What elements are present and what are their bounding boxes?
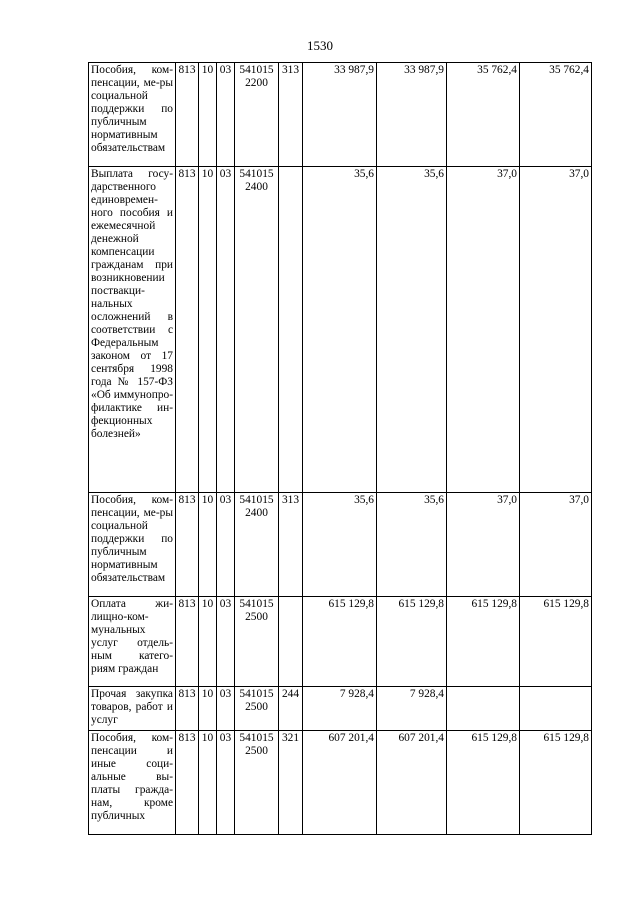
target-article-code: [235, 731, 279, 835]
expense-type-code: 244: [279, 687, 303, 731]
amount-3: 37,0: [447, 167, 520, 493]
amount-1: 33 987,9: [303, 63, 377, 167]
table-row: [89, 167, 592, 493]
ministry-code: 813: [176, 687, 199, 731]
target-article-top: 541015: [239, 64, 274, 76]
table-row: [89, 63, 592, 167]
target-article-bottom: 2500: [245, 611, 268, 623]
amount-2: 7 928,4: [377, 687, 447, 731]
amount-3: 615 129,8: [447, 731, 520, 835]
ministry-code: 813: [176, 731, 199, 835]
table-row: [89, 597, 592, 687]
amount-1: 7 928,4: [303, 687, 377, 731]
amount-3: 35 762,4: [447, 63, 520, 167]
page-number: 1530: [307, 38, 333, 53]
expense-type-code: 313: [279, 63, 303, 167]
subsection-code: 03: [217, 167, 235, 493]
subsection-code: 03: [217, 731, 235, 835]
table-row: [89, 493, 592, 597]
table-row: [89, 731, 592, 835]
amount-1: 35,6: [303, 167, 377, 493]
amount-3: 615 129,8: [447, 597, 520, 687]
amount-2: 615 129,8: [377, 597, 447, 687]
amount-2: 607 201,4: [377, 731, 447, 835]
section-code: 10: [199, 493, 217, 597]
target-article-top: 541015: [239, 688, 274, 700]
target-article-top: 541015: [239, 732, 274, 744]
amount-4: [520, 687, 592, 731]
row-description: Пособия, ком-пенсации, ме-ры социальной поддержки по публичным нормативным обязательствам: [89, 493, 176, 597]
ministry-code: 813: [176, 597, 199, 687]
subsection-code: 03: [217, 597, 235, 687]
target-article-code: [235, 167, 279, 493]
expense-type-code: 321: [279, 731, 303, 835]
amount-1: 607 201,4: [303, 731, 377, 835]
amount-3: [447, 687, 520, 731]
subsection-code: 03: [217, 687, 235, 731]
amount-4: 615 129,8: [520, 597, 592, 687]
ministry-code: 813: [176, 493, 199, 597]
subsection-code: 03: [217, 63, 235, 167]
target-article-top: 541015: [239, 494, 274, 506]
row-description: Оплата жи-лищно-ком-мунальных услуг отдель-ным катего-риям граждан: [89, 597, 176, 687]
target-article-bottom: 2200: [245, 77, 268, 89]
target-article-bottom: 2500: [245, 745, 268, 757]
row-description: Пособия, ком-пенсации, ме-ры социальной поддержки по публичным нормативным обязательствам: [89, 63, 176, 167]
target-article-code: [235, 597, 279, 687]
amount-4: 37,0: [520, 493, 592, 597]
target-article-bottom: 2400: [245, 507, 268, 519]
row-description: Пособия, ком-пенсации и иные соци-альные вы-платы гражда-нам, кроме публичных: [89, 731, 176, 835]
expense-type-code: [279, 597, 303, 687]
ministry-code: 813: [176, 63, 199, 167]
amount-2: 35,6: [377, 167, 447, 493]
target-article-code: [235, 63, 279, 167]
section-code: 10: [199, 731, 217, 835]
amount-4: 615 129,8: [520, 731, 592, 835]
row-description: Прочая закупка товаров, работ и услуг: [89, 687, 176, 731]
amount-1: 615 129,8: [303, 597, 377, 687]
section-code: 10: [199, 63, 217, 167]
target-article-top: 541015: [239, 168, 274, 180]
subsection-code: 03: [217, 493, 235, 597]
amount-4: 37,0: [520, 167, 592, 493]
table-row: [89, 687, 592, 731]
amount-3: 37,0: [447, 493, 520, 597]
section-code: 10: [199, 687, 217, 731]
target-article-bottom: 2500: [245, 701, 268, 713]
target-article-code: [235, 687, 279, 731]
target-article-code: [235, 493, 279, 597]
section-code: 10: [199, 167, 217, 493]
section-code: 10: [199, 597, 217, 687]
amount-2: 33 987,9: [377, 63, 447, 167]
expense-type-code: 313: [279, 493, 303, 597]
target-article-top: 541015: [239, 598, 274, 610]
target-article-bottom: 2400: [245, 181, 268, 193]
amount-1: 35,6: [303, 493, 377, 597]
ministry-code: 813: [176, 167, 199, 493]
amount-4: 35 762,4: [520, 63, 592, 167]
row-description: Выплата госу-дарственного единовремен-ного пособия и ежемесячной денежной компенсации гражданам при возникновении поствакци-нальных осложнений в соответствии с Федеральным законом от 17 сентября 1998 года № 157-ФЗ «Об иммунопро-филактике ин-фекционных болезней»: [89, 167, 176, 493]
amount-2: 35,6: [377, 493, 447, 597]
expense-type-code: [279, 167, 303, 493]
budget-table: [88, 62, 592, 835]
